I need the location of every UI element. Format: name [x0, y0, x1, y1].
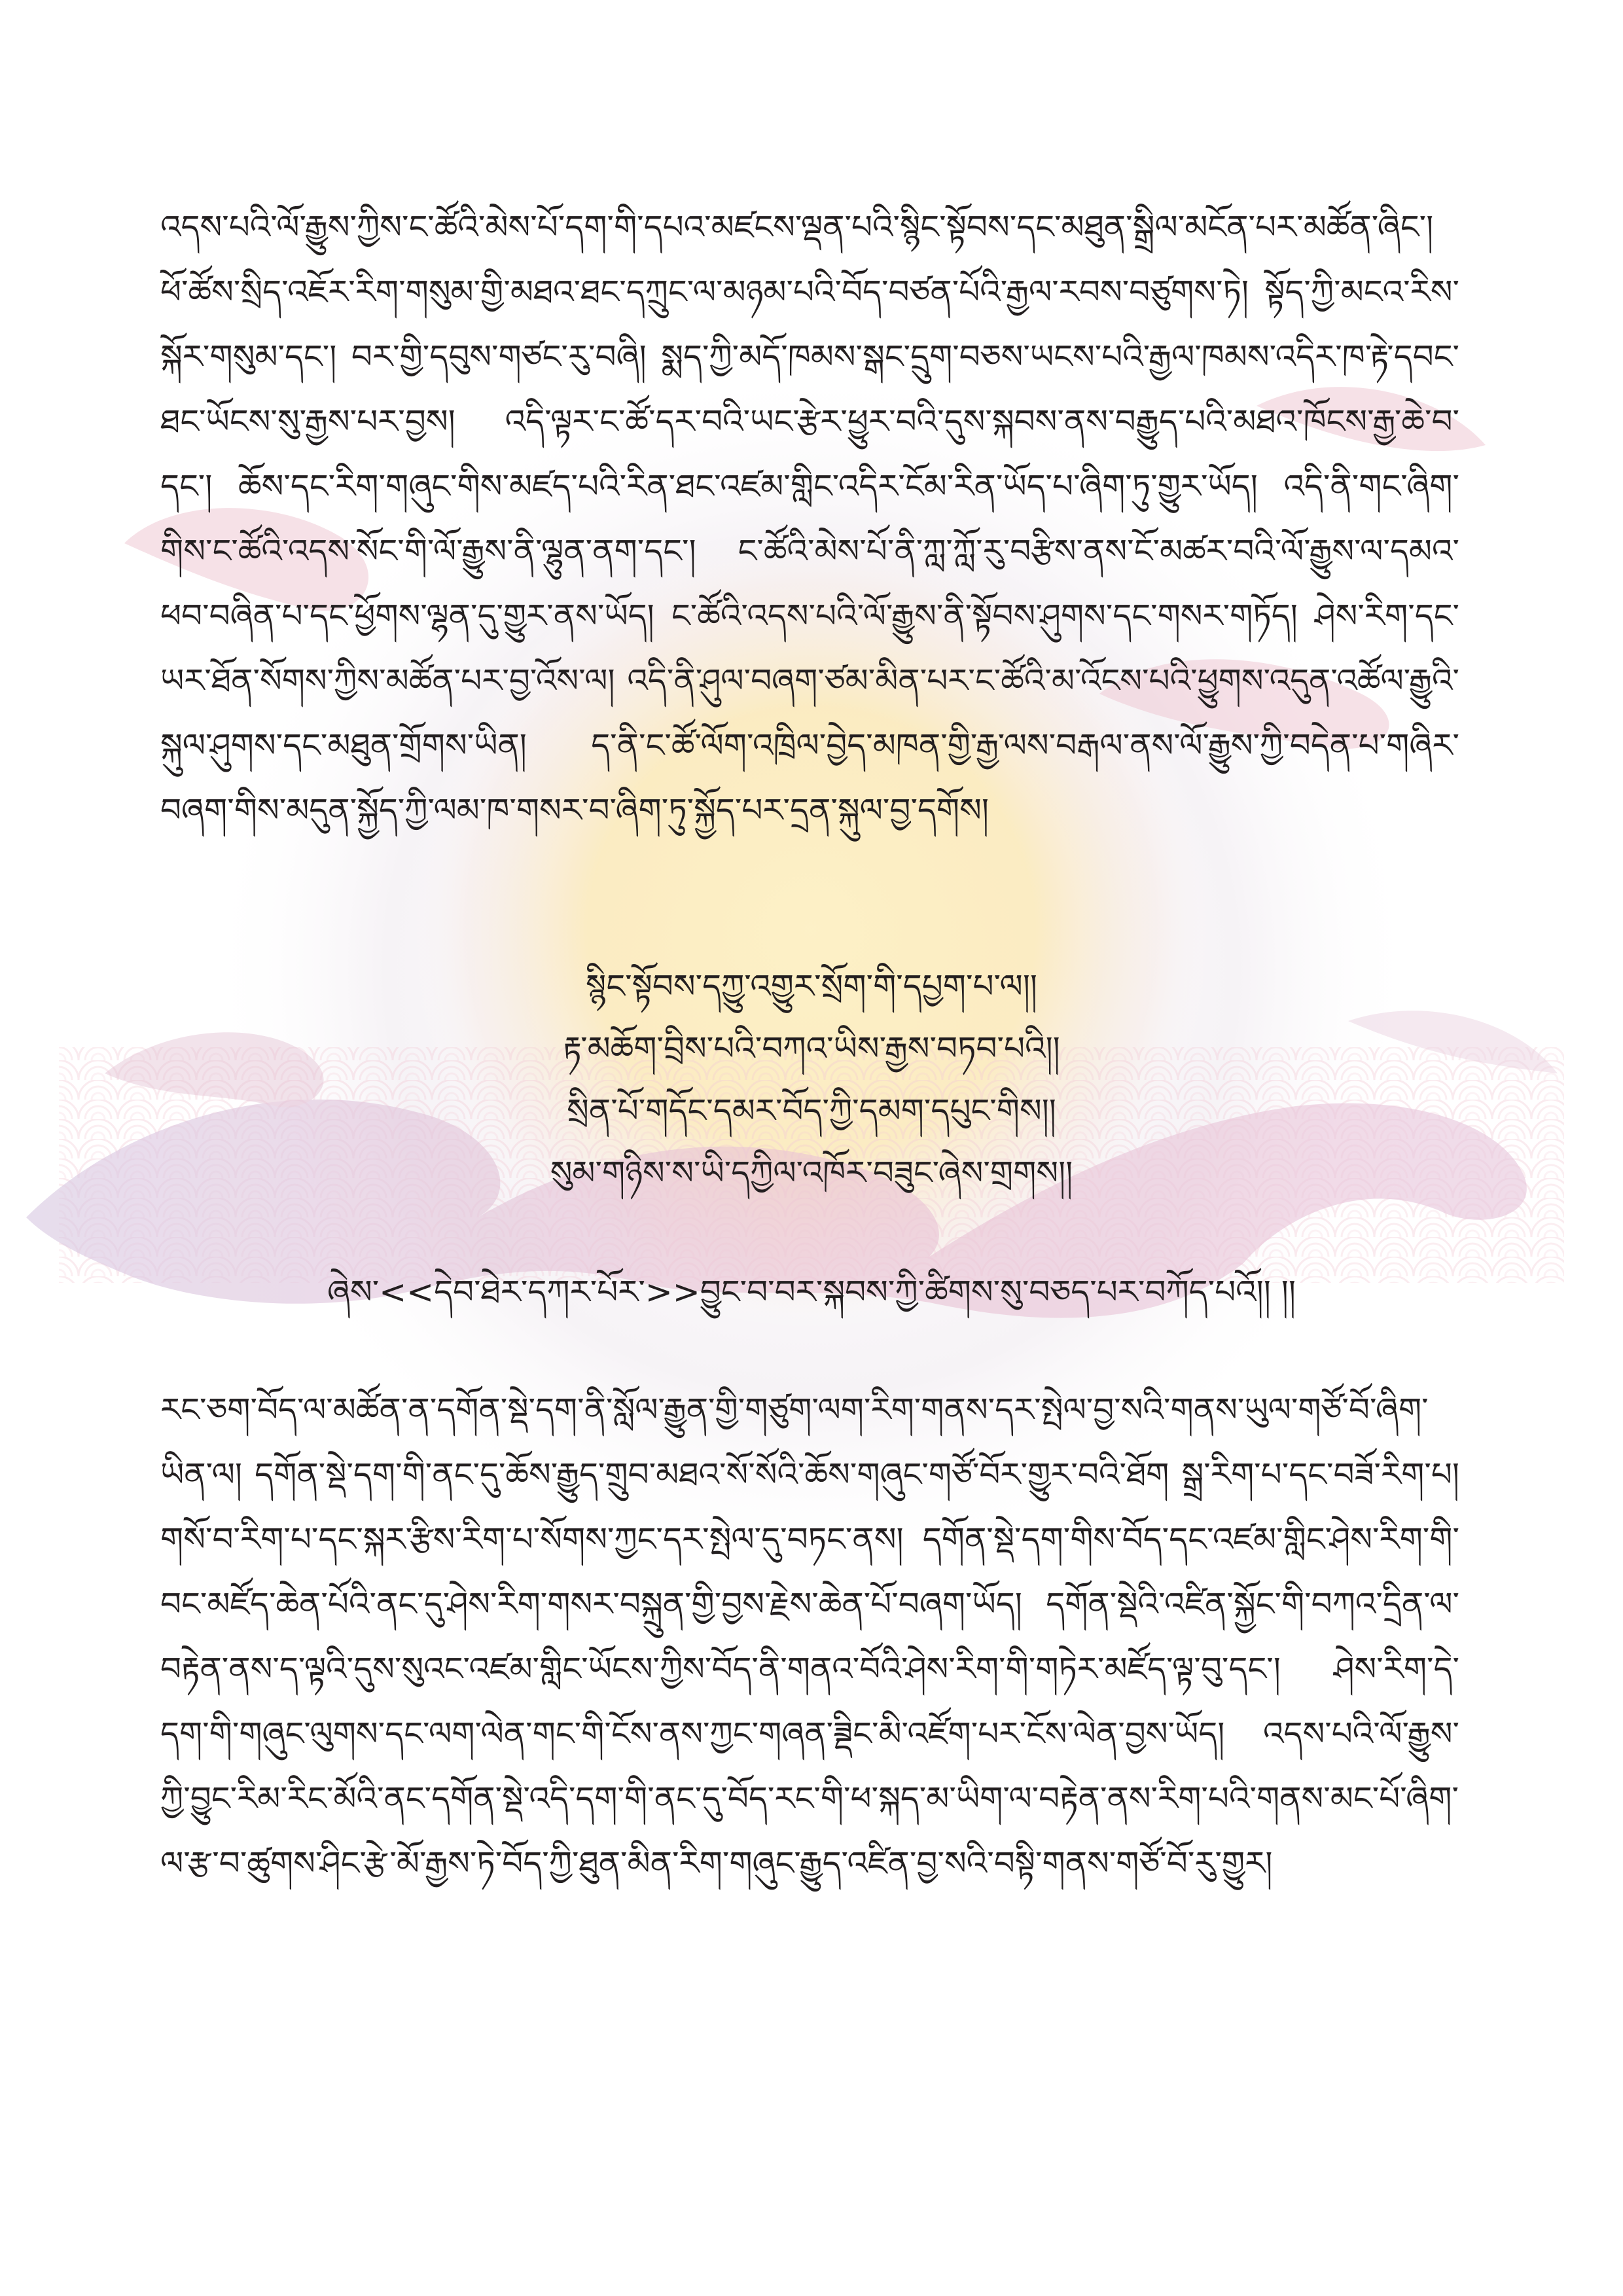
verse-line: སུམ་གཉིས་ས་ཡི་དཀྱིལ་འཁོར་བཟུང་ཞེས་གྲགས།། [550, 1154, 1073, 1192]
monastery-paragraph: རང་ཅག་བོད་ལ་མཚོན་ན་དགོན་སྡེ་དག་ནི་སློལ་རྒྱུན་གྱི་གཙུག་ལག་རིག་གནས་དར་སྤེལ་བྱ་སའི་གནས་ཡུལ་གཙོ་བོ་ཞིག་ཡིན་ལ། དགོན་སྡེ་དག་གི་ནང་དུ་ཆོས་རྒྱུད་གྲུབ་མཐའ་སོ་སོའི་ཆོས་གཞུང་གཙོ་བོར་གྱུར་བའི་ཐོག སྒྲ་རིག་པ་དང་བཟོ་རིག་པ། གསོ་བ་རིག་པ་དང་སྐར་རྩིས་རིག་པ་སོགས་ཀྱང་དར་སྤེལ་དུ་བཏང་ནས། དགོན་སྡེ་དག་གིས་བོད་དང་འཛམ་གླིང་ཤེས་རིག་གི་བང་མཛོད་ཆེན་པོའི་ནང་དུ་ཤེས་རིག་གསར་བསྐྲུན་གྱི་བྱས་རྗེས་ཆེན་པོ་བཞག་ཡོད། དགོན་སྡེའི་འཛིན་སྐྱོང་གི་བཀའ་དྲིན་ལ་བརྟེན་ནས་ད་ལྟའི་དུས་སུའང་འཛམ་གླིང་ཡོངས་ཀྱིས་བོད་ནི་གནའ་བོའི་ཤེས་རིག་གི་གཏེར་མཛོད་ལྟ་བུ་དང་། ཤེས་རིག་དེ་དག་གི་གཞུང་ལུགས་དང་ལག་ལེན་གང་གི་ངོས་ནས་ཀྱང་གཞན་ཟྡིང་མི་འཛོག་པར་ངོས་ལེན་བྱས་ཡོད། འདས་པའི་ལོ་རྒྱུས་ཀྱི་བྱུང་རིམ་རིང་མོའི་ནང་དགོན་སྡེ་འདི་དག་གི་ནང་དུ་བོད་རང་གི་ཕ་སྐད་མ་ཡིག་ལ་བརྟེན་ནས་རིག་པའི་གནས་མང་པོ་ཞིག་ལ་རྩ་བ་ཚུགས་ཤིང་རྩེ་མོ་རྒྱས་ཏེ་བོད་ཀྱི་ཐུན་མིན་རིག་གཞུང་རྒྱུད་འཛིན་བྱ་སའི་བསྟི་གནས་གཙོ་བོ་རུ་གྱུར། [160, 1391, 1459, 1882]
verse-line: སྙིང་སྟོབས་དཀྱུ་འགྱུར་སྲོག་གི་དཔྱག་པ་ལ།། [585, 967, 1038, 1005]
intro-paragraph: འདས་པའི་ལོ་རྒྱུས་ཀྱིས་ང་ཚོའི་མེས་པོ་དག་གི་དཔའ་མཛངས་ལྡན་པའི་སྙིང་སྟོབས་དང་མཐུན་སྒྲིལ་མངོན་པར་མཚོན་ཞིང་། ཕོ་ཚོས་སྲིད་འཇོར་རིག་གསུམ་གྱི་མཐའ་ཐང་དཀྲུང་ལ་མཉམ་པའི་བོད་བཙན་པོའི་རྒྱལ་རབས་བཙུགས་ཏེ། སྟོད་ཀྱི་མངའ་རིས་སྐོར་གསུམ་དང་། བར་གྱི་དབུས་གཙང་རུ་བཞི། སྨད་ཀྱི་མདོ་ཁམས་སྒང་དྲུག་བཅས་ཡངས་པའི་རྒྱལ་ཁམས་འདིར་ཁ་རྟེ་དབང་ཐང་ཡོངས་སུ་རྒྱས་པར་བྱས། འདི་ལྟར་ང་ཚོ་དར་བའི་ཡང་རྩེར་ཕྱུར་བའི་དུས་སྐབས་ནས་བརྒྱུད་པའི་མཐའ་ཁོངས་རྒྱ་ཆེ་བ་དང་། ཆོས་དང་རིག་གཞུང་གིས་མཛད་པའི་རིན་ཐང་འཛམ་གླིང་འདིར་ངོམ་རིན་ཡོད་པ་ཞིག་ཏུ་གྱུར་ཡོད། འདི་ནི་གང་ཞིག་གིས་ང་ཚོའི་འདས་སོང་གི་ལོ་རྒྱུས་ནི་ལྷུན་ནག་དང་། ང་ཚོའི་མེས་པོ་ནི་ཀླ་ཀློ་རུ་བརྩིས་ནས་ངོ་མཚར་བའི་ལོ་རྒྱུས་ལ་དམའ་ཕབ་བཞིན་པ་དང་ཕྱོགས་ལྷན་དུ་གྱུར་ནས་ཡོད། ང་ཚོའི་འདས་པའི་ལོ་རྒྱུས་ནི་སྟོབས་ཤུགས་དང་གསར་གཏོད། ཤེས་རིག་དང་ཡར་ཐོན་སོགས་ཀྱིས་མཚོན་པར་བྱ་འོས་ལ། འདི་ནི་ཤུལ་བཞག་ཙམ་མིན་པར་ང་ཚོའི་མ་འོངས་པའི་ཕྱུགས་འདུན་འཚོལ་རྒྱུའི་སྐུལ་ཤུགས་དང་མཐུན་གྲོགས་ཡིན། ད་ནི་ང་ཚོ་ལོག་འཁྲིལ་བྱེད་མཁན་གྱི་རྒྱ་ལས་བརྒལ་ནས་ལོ་རྒྱུས་ཀྱི་བདེན་པ་གཞིར་བཞག་གིས་མདུན་སྐྱོད་ཀྱི་ལམ་ཁ་གསར་བ་ཞིག་ཏུ་སྐྱོད་པར་དྲན་སྐུལ་བྱ་དགོས། [160, 208, 1459, 829]
verse-source-colophon: ཞེས་<<དེབ་ཐེར་དཀར་པོར་>>བྱུང་བ་བར་སྐབས་ཀྱི་ཚིགས་སུ་བཅད་པར་བཀོད་པའོ།། །། [327, 1273, 1296, 1311]
verse-line: སྲིན་པོ་གདོང་དམར་བོད་ཀྱི་དམག་དཔུང་གིས།། [567, 1092, 1056, 1130]
verse-line: རྟ་མཆོག་བྲིས་པའི་བཀའ་ཡིས་རྒྱས་བཏབ་པའི།། [563, 1030, 1060, 1067]
verse-block [157, 956, 1466, 1204]
